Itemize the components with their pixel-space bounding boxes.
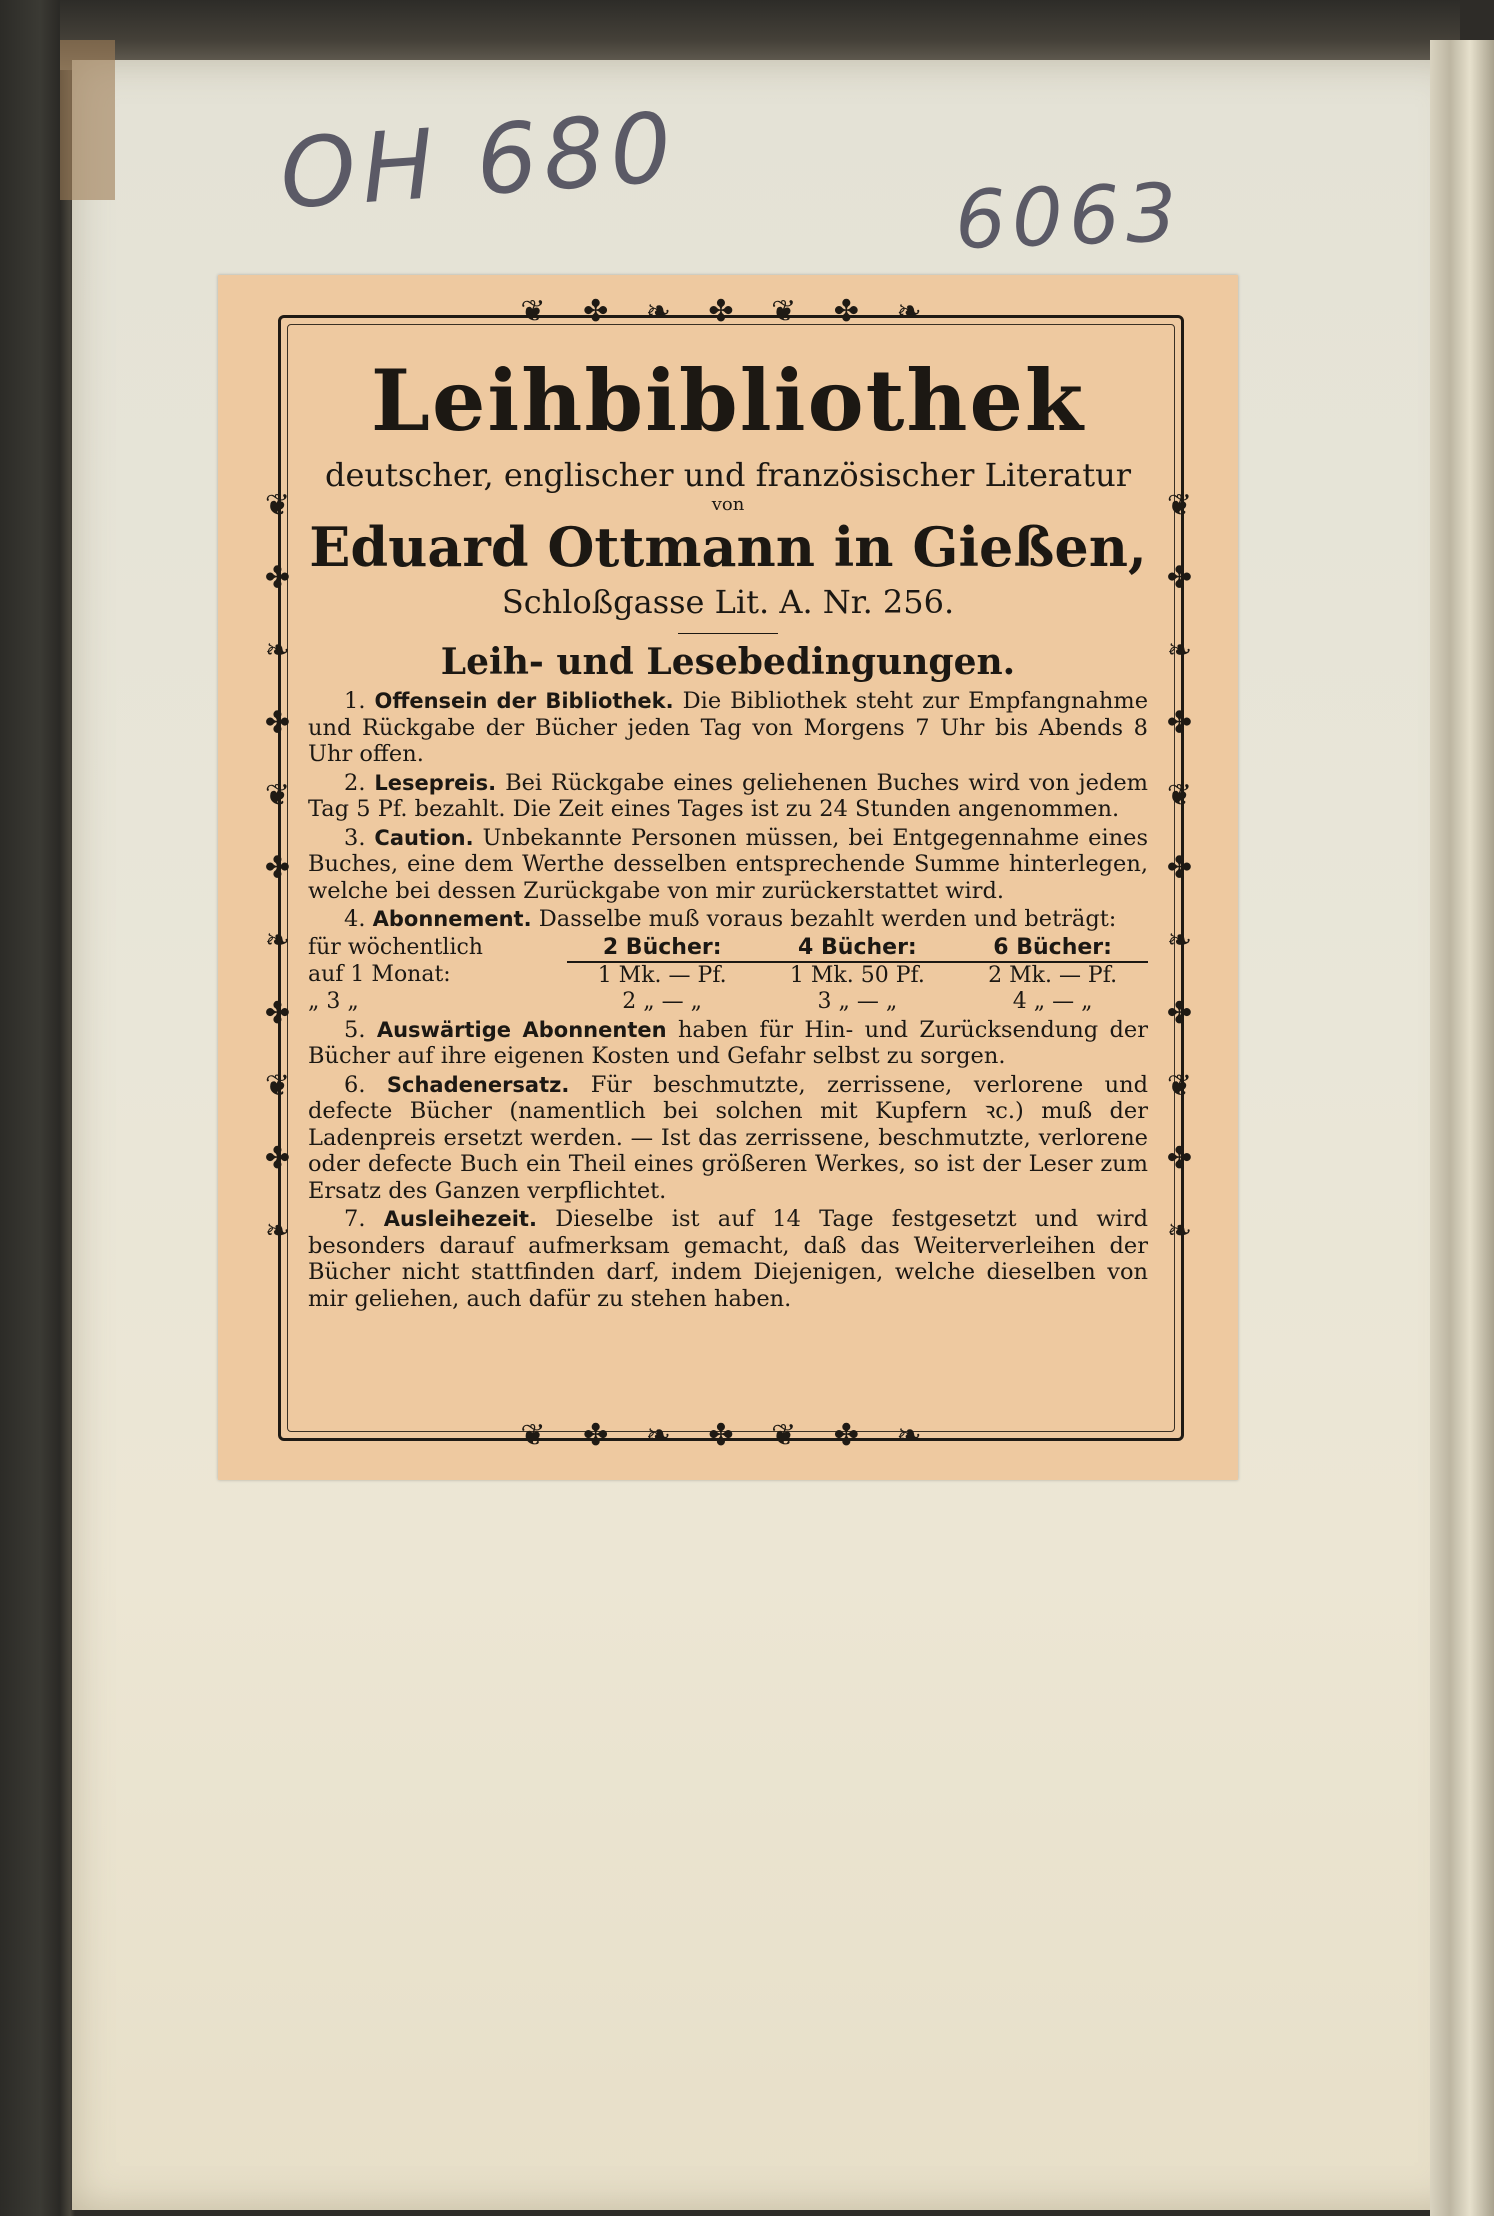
- table-row: [308, 962, 1148, 989]
- label-address: Schloßgasse Lit. A. Nr. 256.: [501, 583, 955, 621]
- rule-heading: Lesepreis.: [374, 770, 497, 795]
- rule-text: Unbekannte Personen müssen, bei Entgegennahme eines Buches, eine dem Werthe desselben entsprechende Summe hinterlegen, welche bei dessen Zurückgabe von mir zurückerstattet wird.: [308, 824, 1148, 904]
- table-cell: 3 „ — „: [817, 988, 898, 1014]
- cover-corner-leather: [60, 40, 115, 200]
- table-cell: 1 Mk. — Pf.: [597, 962, 727, 988]
- conditions-heading: Leih- und Lesebedingungen.: [440, 641, 1016, 683]
- table-row: [308, 989, 1148, 1015]
- rule-text: Die Bibliothek steht zur Empfangnahme und Rückgabe der Bücher jeden Tag von Morgens 7 Uhr bis Abends 8 Uhr offen.: [308, 688, 1149, 767]
- rule-1: [308, 688, 1148, 768]
- table-column-header: 6 Bücher:: [957, 935, 1148, 962]
- border-ornament-left: ❦ ✤ ❧ ✤ ❦ ✤ ❧ ✤ ❦ ✤ ❧: [260, 487, 295, 1263]
- rule-heading: Schadenersatz.: [386, 1072, 570, 1097]
- border-ornament-bottom: ❦ ✤ ❧ ✤ ❦ ✤ ❧: [520, 1418, 936, 1453]
- label-content: [308, 345, 1148, 1312]
- rule-text: Dieselbe ist auf 14 Tage festgesetzt und wird besonders darauf aufmerksam gemacht, daß das Weiterverleihen der Bücher nicht stattfinden darf, indem Diejenigen, welche dieselben von mir geliehen, auch dafür zu stehen haben.: [308, 1206, 1149, 1312]
- rule-number: 2.: [344, 769, 366, 796]
- table-cell: 1 Mk. 50 Pf.: [789, 962, 925, 988]
- table-column-header: 4 Bücher:: [758, 935, 958, 962]
- rule-7: [308, 1206, 1148, 1312]
- rule-number: 1.: [344, 688, 366, 714]
- rule-heading: Caution.: [374, 825, 474, 850]
- subscription-table: [308, 935, 1148, 1015]
- table-cell: 2 Mk. — Pf.: [988, 962, 1118, 988]
- rule-5: [308, 1017, 1148, 1070]
- rule-6: [308, 1072, 1148, 1205]
- rule-2: [308, 770, 1148, 823]
- table-header-row: [308, 935, 1148, 962]
- table-cell: auf 1 Monat:: [308, 961, 451, 987]
- handwritten-number: 6063: [953, 166, 1185, 267]
- rule-text: Bei Rückgabe eines geliehenen Buches wird von jedem Tag 5 Pf. bezahlt. Die Zeit eines Tages ist zu 24 Stunden angenommen.: [308, 769, 1148, 822]
- rule-heading: Offensein der Bibliothek.: [374, 689, 674, 713]
- rule-4: [308, 906, 1148, 933]
- library-label: [218, 275, 1238, 1480]
- table-cell: 4 „ — „: [1012, 988, 1093, 1014]
- worn-spine-edge: [1430, 40, 1494, 2216]
- rule-text: Dasselbe muß voraus bezahlt werden und beträgt:: [538, 906, 1117, 932]
- rule-number: 5.: [344, 1016, 366, 1043]
- label-subtitle: deutscher, englischer und französischer Literatur: [324, 456, 1132, 494]
- label-von: von: [711, 494, 745, 515]
- rule-heading: Abonnement.: [372, 907, 532, 931]
- rule-text: haben für Hin- und Zurücksendung der Bücher auf ihre eigenen Kosten und Gefahr selbst zu sorgen.: [308, 1016, 1148, 1069]
- rule-3: [308, 825, 1148, 905]
- divider: [678, 633, 778, 634]
- table-row-header: für wöchentlich: [308, 934, 483, 960]
- border-ornament-right: ❦ ✤ ❧ ✤ ❦ ✤ ❧ ✤ ❦ ✤ ❧: [1162, 487, 1197, 1263]
- rule-number: 4.: [344, 906, 366, 932]
- border-ornament-top: ❦ ✤ ❧ ✤ ❦ ✤ ❧: [520, 294, 936, 329]
- rule-number: 6.: [344, 1071, 366, 1098]
- rule-heading: Auswärtige Abonnenten: [376, 1017, 667, 1042]
- label-title: Leihbibliothek: [370, 351, 1086, 450]
- table-cell: 2 „ — „: [622, 988, 703, 1014]
- table-column-header: 2 Bücher:: [567, 935, 758, 962]
- rule-number: 3.: [344, 824, 366, 851]
- rule-number: 7.: [344, 1206, 366, 1232]
- rule-heading: Ausleihezeit.: [383, 1207, 537, 1231]
- rule-text: Für beschmutzte, zerrissene, verlorene und defecte Bücher (namentlich bei solchen mit Kupfern ꝛc.) muß der Ladenpreis ersetzt werden. — Ist das zerrissene, beschmutzte, verlorene oder defecte Buch ein Theil eines größeren Werkes, so ist der Leser zum Ersatz des Ganzen verpflichtet.: [308, 1071, 1148, 1204]
- table-cell: „ 3 „: [308, 988, 359, 1014]
- handwritten-shelf-mark: OH 680: [276, 91, 681, 231]
- label-owner: Eduard Ottmann in Gießen,: [309, 515, 1147, 579]
